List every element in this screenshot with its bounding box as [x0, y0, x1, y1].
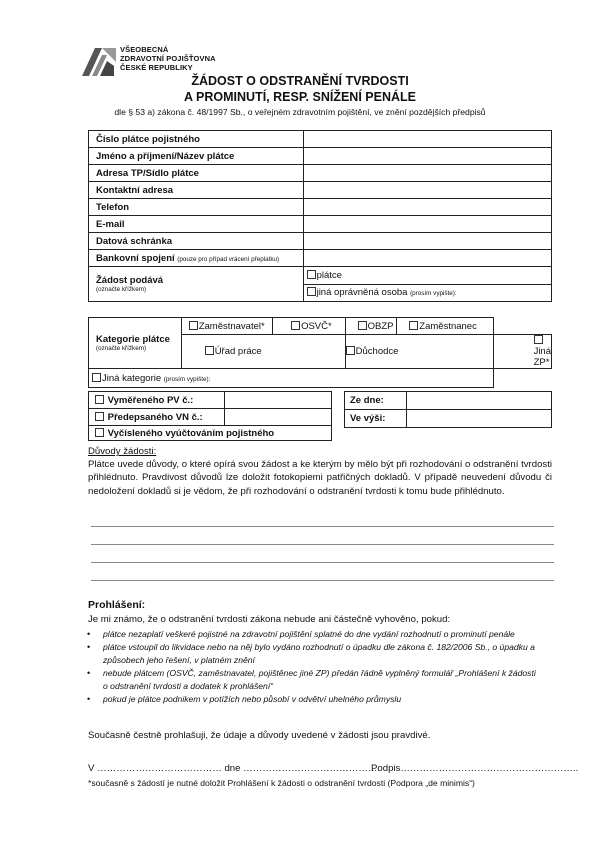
field-value-cell[interactable] — [224, 409, 331, 426]
prohlaseni-intro: Je mi známo, že o odstranění tvrdosti zákona nebude ani částečně vyhověno, pokud: — [88, 614, 451, 625]
option-osvc[interactable] — [273, 318, 346, 335]
option-label: OBZP — [367, 320, 394, 332]
ze-dne-label: Ze dne: — [345, 392, 407, 410]
option-zamestnanec[interactable] — [397, 318, 493, 335]
option-label: Úřad práce — [214, 346, 262, 357]
option-label: OSVČ* — [301, 320, 332, 332]
table-row — [89, 426, 332, 441]
checkbox[interactable] — [95, 428, 104, 437]
option-note: (prosím vypište): — [163, 375, 211, 383]
field-value-cell[interactable] — [303, 216, 551, 233]
signature-line[interactable]: Podpis……………………………………………….. — [371, 763, 579, 774]
option-label: Vyčísleného vyúčtováním pojistného — [107, 427, 275, 439]
date-amount-table — [344, 391, 552, 428]
table-row — [345, 392, 552, 410]
table-row — [89, 216, 552, 233]
payer-info-table — [88, 130, 552, 302]
field-value-cell[interactable] — [303, 250, 551, 267]
checkbox[interactable] — [205, 346, 214, 355]
option-jina-kategorie[interactable] — [89, 369, 494, 388]
logo-text — [120, 45, 216, 72]
field-label: Adresa TP/Sídlo plátce — [89, 165, 304, 182]
vzp-logo-icon — [80, 44, 118, 78]
list-item: • pokud je plátce podnikem v potížích nebo působí v odvětví uhelného průmyslu — [86, 693, 542, 706]
reason-line[interactable] — [91, 562, 554, 563]
field-value-cell[interactable] — [303, 182, 551, 199]
zadost-label: Žádost podává — [96, 275, 164, 286]
checkbox[interactable] — [346, 346, 355, 355]
field-value-cell[interactable] — [303, 165, 551, 182]
checkbox[interactable] — [358, 321, 367, 330]
option-jina-osoba[interactable] — [303, 284, 551, 302]
option-predepsaneho-vn[interactable] — [89, 409, 225, 426]
table-row — [89, 182, 552, 199]
option-zamestnavatel[interactable] — [181, 318, 272, 335]
option-label: Zaměstnavatel* — [198, 320, 265, 332]
list-item: • nebude plátcem (OSVČ, zaměstnavatel, pojištěnec jiné ZP) předán řádně vyplněný formulář „Prohlášení k žádosti o odstranění tvrdosti a dodatek k prohlášení“ — [86, 667, 542, 693]
duvody-heading: Důvody žádosti: — [88, 446, 157, 457]
table-row — [89, 267, 552, 285]
table-row — [89, 199, 552, 216]
option-label: Důchodce — [355, 346, 399, 357]
title-line-2: A PROMINUTÍ, RESP. SNÍŽENÍ PENÁLE — [184, 90, 416, 104]
table-row — [89, 392, 332, 409]
checkbox[interactable] — [291, 321, 300, 330]
option-vymereneho-pv[interactable] — [89, 392, 225, 409]
checkbox[interactable] — [307, 287, 316, 296]
reason-line[interactable] — [91, 544, 554, 545]
checkbox[interactable] — [307, 270, 316, 279]
field-label: Jméno a příjmení/Název plátce — [89, 148, 304, 165]
table-row — [89, 369, 552, 388]
reason-line[interactable] — [91, 526, 554, 527]
table-row — [89, 233, 552, 250]
subtitle: dle § 53 a) zákona č. 48/1997 Sb., o veřejném zdravotním pojištění, ve znění pozdějších předpisů — [114, 107, 486, 117]
checkbox[interactable] — [95, 412, 104, 421]
checkbox[interactable] — [92, 373, 101, 382]
list-item: • plátce nezaplatí veškeré pojistné na zdravotní pojištění splatné do dne vydání rozhodnutí o prominutí penále — [86, 628, 542, 641]
amount-type-table — [88, 391, 332, 441]
option-vycisleneho[interactable] — [89, 426, 332, 441]
place-date-line[interactable]: V ………………………………… dne ……………………………………. — [88, 763, 381, 774]
table-row — [89, 409, 332, 426]
field-value-cell[interactable] — [303, 148, 551, 165]
soucasne-text: Současně čestně prohlašuji, že údaje a důvody uvedené v žádosti jsou pravdivé. — [88, 730, 431, 741]
checkbox[interactable] — [409, 321, 418, 330]
checkbox[interactable] — [534, 335, 543, 344]
checkbox[interactable] — [189, 321, 198, 330]
ze-dne-value[interactable] — [406, 392, 551, 410]
option-label: Jiná ZP* — [533, 346, 551, 368]
option-urad-prace[interactable] — [181, 335, 345, 369]
logo-line-3: ČESKÉ REPUBLIKY — [120, 63, 193, 72]
table-row — [89, 131, 552, 148]
option-jina-zp[interactable] — [493, 335, 551, 369]
field-value-cell[interactable] — [303, 233, 551, 250]
option-label: plátce — [316, 269, 342, 281]
option-note: (prosím vypište): — [410, 290, 457, 298]
table-row — [89, 250, 552, 267]
category-table — [88, 317, 552, 388]
list-item: • plátce vstoupil do likvidace nebo na něj bylo vydáno rozhodnutí o úpadku dle zákona č. 182/2006 Sb., o úpadku a způsobech jeho řešení, v platném znění — [86, 641, 542, 667]
table-row — [89, 148, 552, 165]
table-row — [89, 318, 552, 335]
ve-vysi-label: Ve výši: — [345, 410, 407, 428]
option-platce[interactable] — [303, 267, 551, 285]
table-row — [89, 165, 552, 182]
category-label-cell — [89, 318, 182, 369]
field-label: E-mail — [89, 216, 304, 233]
category-label: Kategorie plátce — [96, 334, 170, 345]
footnote: *současně s žádostí je nutné doložit Prohlášení k žádosti o odstranění tvrdosti (Podpora „de minimis“) — [88, 778, 475, 788]
zadost-label-cell — [89, 267, 304, 302]
option-label: Vyměřeného PV č.: — [107, 394, 194, 406]
field-label-bank — [89, 250, 304, 267]
field-label: Telefon — [89, 199, 304, 216]
field-value-cell[interactable] — [303, 199, 551, 216]
logo-line-2: ZDRAVOTNÍ POJIŠŤOVNA — [120, 54, 216, 63]
checkbox[interactable] — [95, 395, 104, 404]
field-note: (pouze pro případ vrácení přeplatku) — [177, 255, 280, 263]
prohlaseni-list — [86, 628, 542, 706]
title-line-1: ŽÁDOST O ODSTRANĚNÍ TVRDOSTI — [191, 74, 409, 88]
field-label: Číslo plátce pojistného — [89, 131, 304, 148]
ve-vysi-value[interactable] — [406, 410, 551, 428]
field-label: Datová schránka — [89, 233, 304, 250]
option-label: Zaměstnanec — [419, 320, 477, 332]
logo-line-1: VŠEOBECNÁ — [120, 45, 169, 54]
option-label: jiná oprávněná osoba — [316, 287, 408, 299]
option-label: Jiná kategorie — [102, 372, 162, 384]
duvody-text: Plátce uvede důvody, o které opírá svou žádost a ke kterým by mělo být při rozhodování o odstranění tvrdosti přihlédnuto. Pravdivost důvodů lze doložit fotokopiemi patřičných dokladů. V případě neuvedení důvodu či nedoložení dokladů si je vědom, že při rozhodování o odstranění tvrdosti k tomu bude přihlédnuto. — [88, 459, 552, 497]
option-duchodce[interactable] — [345, 335, 493, 369]
field-value-cell[interactable] — [303, 131, 551, 148]
option-obzp[interactable] — [345, 318, 397, 335]
prohlaseni-heading: Prohlášení: — [88, 599, 146, 611]
zadost-note: (označte křížkem) — [96, 286, 147, 293]
option-label: Předepsaného VN č.: — [107, 411, 203, 423]
category-note: (označte křížkem) — [96, 345, 147, 352]
field-label: Kontaktní adresa — [89, 182, 304, 199]
field-value-cell[interactable] — [224, 392, 331, 409]
table-row — [345, 410, 552, 428]
field-label: Bankovní spojení — [96, 252, 175, 264]
reason-line[interactable] — [91, 580, 554, 581]
